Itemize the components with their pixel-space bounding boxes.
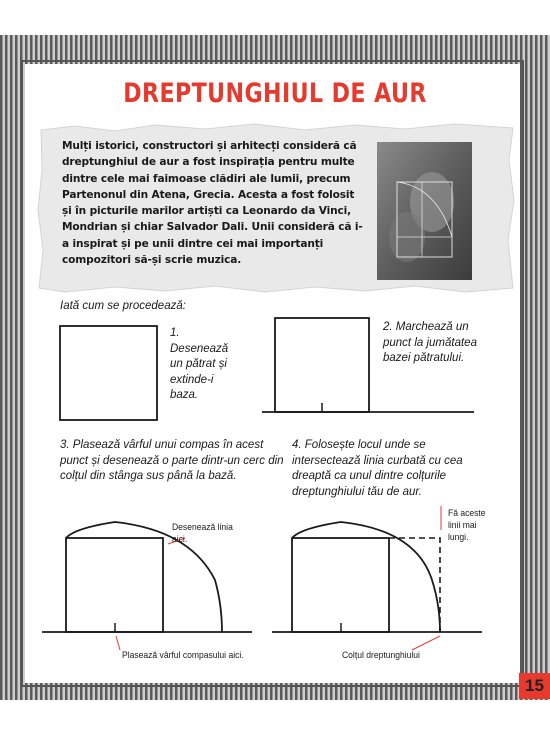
diagram-4-corner-pointer	[412, 636, 440, 650]
note-rect-corner: Colțul dreptunghiului	[342, 650, 420, 661]
step-4-text: 4. Folosește locul unde se intersectează linia curbată cu cea dreaptă ca unul dintre colțurile dreptunghiului tău de aur.	[292, 439, 463, 498]
how-to-heading: Iată cum se procedează:	[60, 300, 186, 312]
diagram-3-compass-pointer	[116, 636, 120, 650]
page-title: DREPTUNGHIUL DE AUR	[123, 78, 427, 109]
step-1-text: 1. Desenează un pătrat și extinde-i baza.	[170, 327, 229, 401]
note-draw-line: Desenează linia aici.	[172, 522, 233, 545]
step-3-text: 3. Plasează vârful unui compas în acest punct și desenează o parte dintr-un cerc din colțul din stânga sus până la bază.	[60, 439, 284, 482]
diagram-3-square	[66, 538, 163, 632]
note-place-compass: Plasează vârful compasului aici.	[122, 650, 244, 661]
page-number: 15	[519, 673, 550, 699]
diagram-1-square	[60, 326, 157, 420]
diagram-2-square	[275, 318, 369, 412]
diagram-4-square	[292, 538, 389, 632]
intro-paragraph: Mulți istorici, constructori și arhitecți consideră că dreptunghiul de aur a fost inspirația pentru multe dintre cele mai faimoase clădiri ale lumii, precum Partenonul din Atena, Grecia. Acesta a fost folosit și în picturile marilor artiști ca Leonardo da Vinci, Mondrian și chiar Salvador Dali. Unii consideră că i-a inspirat și pe unii dintre cei mai importanți compozitori să-și scrie muzica.	[62, 140, 363, 267]
note-extend-lines: Fă aceste linii mai lungi.	[448, 508, 486, 543]
step-2-text: 2. Marchează un punct la jumătatea bazei pătratului.	[383, 321, 477, 364]
